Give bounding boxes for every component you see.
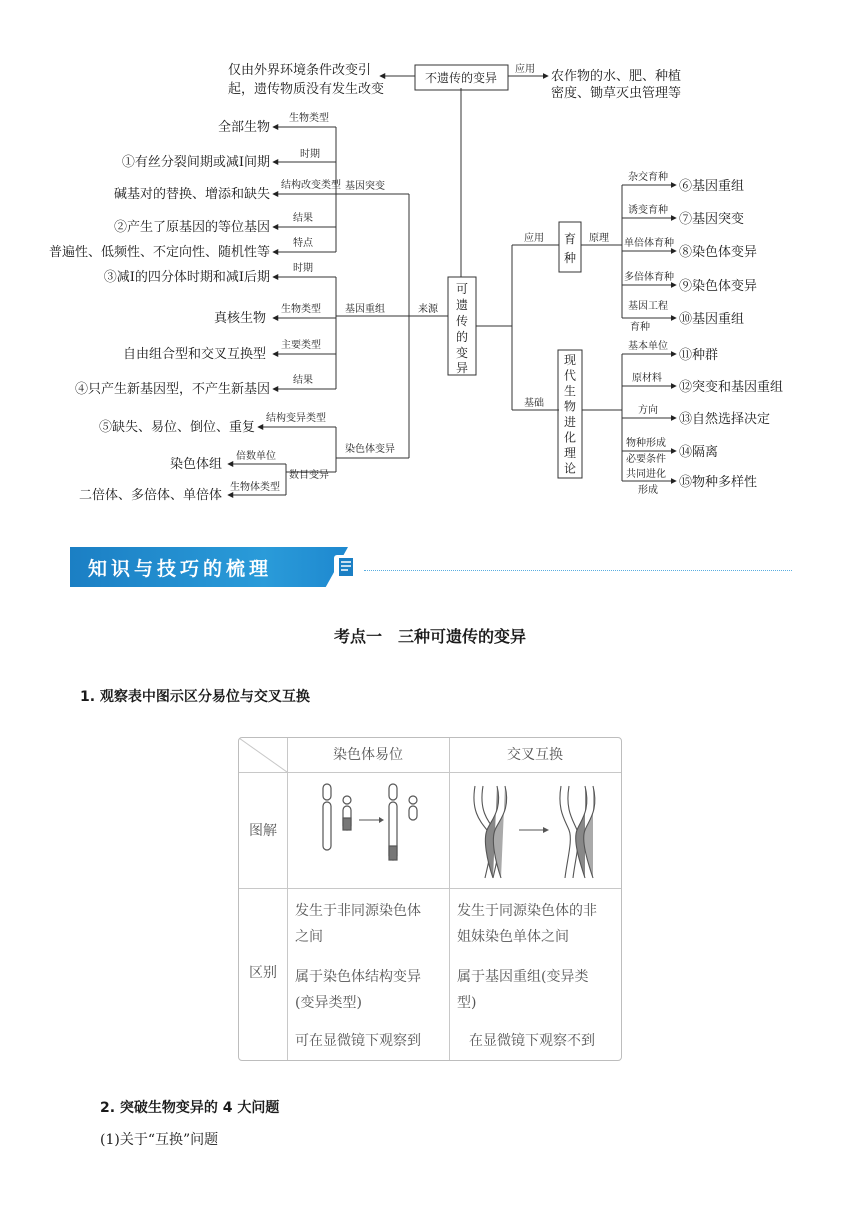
- grid-line: [287, 738, 288, 1060]
- gm-text-1: 全部生物: [217, 120, 270, 135]
- basis-label: 基础: [524, 398, 544, 409]
- evo-text-1: ⑪种群: [679, 348, 719, 363]
- gm-edge-5: 特点: [293, 238, 313, 249]
- gm-edge-2: 时期: [300, 149, 320, 160]
- gr-edge-2: 生物类型: [281, 304, 321, 315]
- breeding-char-2: 种: [563, 251, 577, 265]
- translocation-diagram: [309, 780, 429, 880]
- gm-text-3: 碱基对的替换、增添和缺失: [113, 187, 270, 202]
- br-method-1: 杂交育种: [628, 172, 668, 183]
- evo-char-3: 生: [563, 384, 577, 398]
- gm-edge-1: 生物类型: [289, 113, 329, 124]
- header-diagonal: [239, 738, 287, 772]
- section-banner: [70, 547, 366, 587]
- cv-edge-3: 生物体类型: [230, 482, 280, 493]
- evo-edge-5a: 共同进化: [626, 469, 666, 480]
- translocation-diff-3: 属于染色体结构变异: [295, 969, 421, 985]
- row-header-diagram: 图解: [249, 823, 277, 839]
- evo-edge-5b: 形成: [638, 485, 658, 496]
- document-icon: [332, 553, 360, 581]
- evo-text-4: ⑭隔离: [679, 445, 719, 460]
- nonheritable-application-label: 应用: [515, 64, 535, 75]
- br-method-2: 诱变育种: [628, 205, 668, 216]
- gr-text-3: 自由组合型和交叉互换型: [122, 347, 266, 362]
- cv-edge-1: 结构变异类型: [266, 413, 326, 424]
- br-principle-5: ⑩基因重组: [679, 312, 745, 327]
- crossover-diff-4: 型): [457, 995, 477, 1011]
- evo-edge-2: 原材料: [632, 373, 662, 384]
- cv-text-2: 染色体组: [169, 457, 222, 472]
- comparison-table: [238, 737, 622, 1061]
- chromosome-variation-label: 染色体变异: [345, 444, 395, 455]
- evo-edge-1: 基本单位: [628, 341, 668, 352]
- evo-char-2: 代: [563, 368, 577, 383]
- cv-edge-2: 倍数单位: [236, 451, 276, 462]
- center-char-2: 遗: [455, 298, 469, 312]
- gr-text-2: 真核生物: [213, 311, 266, 326]
- center-node: [456, 282, 468, 375]
- gr-text-4: ④只产生新基因型，不产生新基因: [74, 382, 270, 397]
- evo-char-8: 论: [563, 461, 577, 476]
- br-method-4: 多倍体育种: [624, 272, 674, 283]
- center-char-4: 的: [455, 330, 469, 344]
- row-header-difference: 区别: [249, 965, 277, 981]
- section-title: 考点一 三种可遗传的变异: [333, 627, 526, 646]
- evo-edge-4b: 必要条件: [626, 454, 666, 465]
- evo-char-7: 理: [563, 446, 577, 460]
- col-header-crossover: 交叉互换: [507, 747, 563, 763]
- center-char-6: 异: [455, 361, 469, 375]
- gr-text-1: ③减Ⅰ的四分体时期和减Ⅰ后期: [103, 270, 270, 285]
- cv-text-1: ⑤缺失、易位、倒位、重复: [98, 420, 255, 435]
- br-method-3: 单倍体育种: [624, 238, 674, 249]
- gm-edge-3: 结构改变类型: [281, 180, 341, 191]
- br-principle-1: ⑥基因重组: [679, 179, 745, 194]
- crossover-diff-2: 姐妹染色单体之间: [457, 929, 569, 945]
- grid-line: [239, 888, 621, 889]
- gm-edge-4: 结果: [293, 213, 313, 224]
- evo-text-3: ⑬自然选择决定: [679, 412, 771, 427]
- crossover-diff-5: 在显微镜下观察不到: [469, 1033, 595, 1049]
- translocation-diff-1: 发生于非同源染色体: [295, 903, 421, 919]
- evo-edge-4a: 物种形成: [626, 438, 666, 449]
- principle-label: 原理: [589, 233, 609, 244]
- br-principle-4: ⑨染色体变异: [679, 279, 758, 294]
- crossover-diagram: [469, 780, 609, 882]
- evo-text-5: ⑮物种多样性: [679, 475, 758, 490]
- gm-text-5: 普遍性、低频性、不定向性、随机性等: [48, 245, 270, 260]
- br-method-5: 基因工程: [628, 301, 668, 312]
- gm-text-4: ②产生了原基因的等位基因: [113, 220, 270, 235]
- grid-line: [449, 738, 450, 1060]
- application-label: 应用: [524, 233, 544, 244]
- nonheritable-application-1: 农作物的水、肥、种植: [551, 69, 682, 84]
- gr-edge-3: 主要类型: [281, 340, 321, 351]
- center-char-3: 传: [455, 314, 469, 328]
- grid-line: [239, 772, 621, 773]
- evo-edge-3: 方向: [638, 405, 658, 416]
- cv-number-label: 数目变异: [289, 470, 329, 481]
- banner-divider: [364, 570, 792, 571]
- nonheritable-cause-1: 仅由外界环境条件改变引: [228, 63, 372, 78]
- br-principle-3: ⑧染色体变异: [679, 245, 758, 260]
- evo-char-4: 物: [563, 399, 577, 414]
- evo-char-5: 进: [563, 415, 577, 429]
- gene-recombination-label: 基因重组: [345, 304, 385, 315]
- nonheritable-box-label: 不遗传的变异: [424, 71, 498, 85]
- translocation-diff-4: (变异类型): [295, 995, 362, 1011]
- nonheritable-application-2: 密度、锄草灭虫管理等: [551, 86, 682, 101]
- cv-text-3: 二倍体、多倍体、单倍体: [78, 488, 222, 503]
- breeding-node: [564, 231, 576, 265]
- question-2-sub: (1)关于“互换”问题: [100, 1132, 219, 1148]
- evo-char-1: 现: [563, 353, 577, 367]
- source-label: 来源: [418, 304, 438, 315]
- col-header-translocation: 染色体易位: [333, 747, 403, 763]
- center-char-1: 可: [455, 282, 469, 296]
- crossover-diff-1: 发生于同源染色体的非: [457, 903, 597, 919]
- gr-edge-1: 时期: [293, 263, 313, 274]
- br-principle-2: ⑦基因突变: [679, 212, 745, 227]
- question-1: 1. 观察表中图示区分易位与交叉互换: [80, 689, 310, 705]
- evolution-node: [564, 353, 576, 476]
- gr-edge-4: 结果: [293, 375, 313, 386]
- evo-text-2: ⑫突变和基因重组: [679, 380, 784, 395]
- question-2: 2. 突破生物变异的 4 大问题: [100, 1100, 280, 1116]
- br-method-5b: 育种: [630, 322, 650, 333]
- center-char-5: 变: [455, 346, 469, 360]
- breeding-char-1: 育: [563, 232, 577, 246]
- concept-map: [0, 0, 860, 520]
- banner-title: 知识与技巧的梳理: [88, 558, 273, 580]
- translocation-diff-5: 可在显微镜下观察到: [295, 1033, 421, 1049]
- evo-char-6: 化: [563, 430, 577, 445]
- nonheritable-cause-2: 起，遗传物质没有发生改变: [228, 82, 385, 97]
- gm-text-2: ①有丝分裂间期或减Ⅰ间期: [121, 155, 270, 170]
- translocation-diff-2: 之间: [295, 929, 323, 945]
- gene-mutation-label: 基因突变: [345, 181, 385, 192]
- crossover-diff-3: 属于基因重组(变异类: [457, 969, 589, 985]
